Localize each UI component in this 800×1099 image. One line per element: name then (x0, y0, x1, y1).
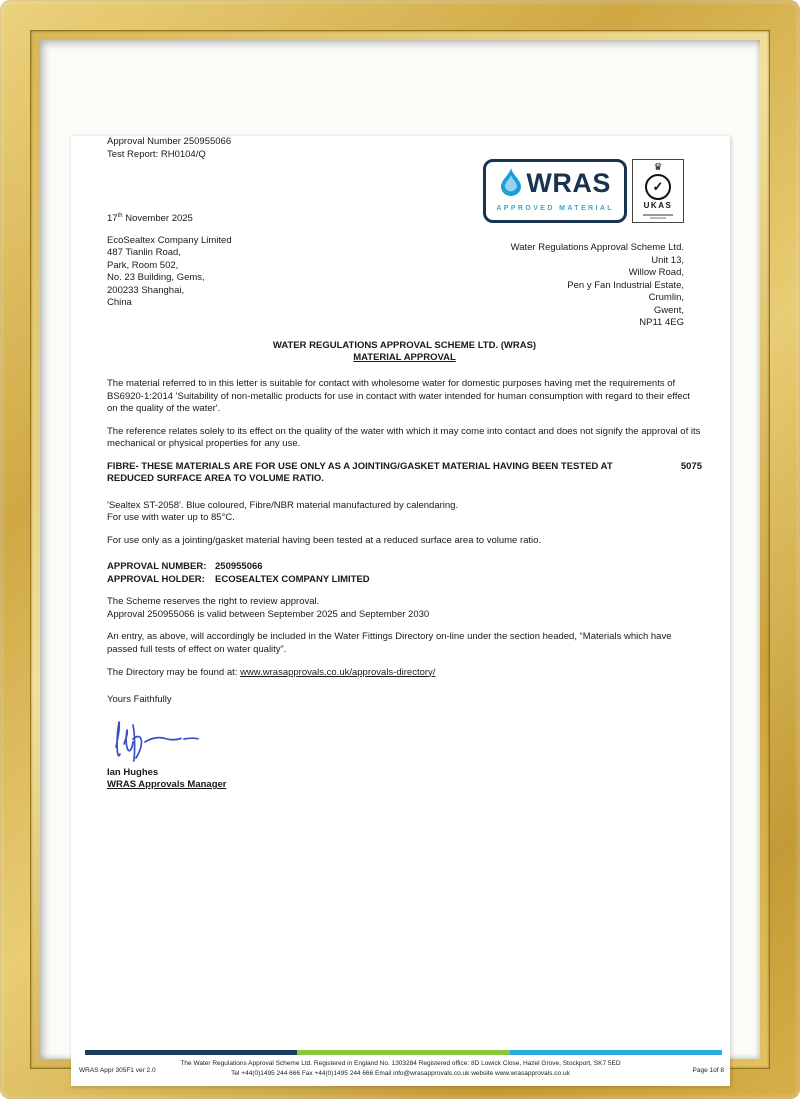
signature-stroke (107, 711, 207, 763)
approval-holder-label: APPROVAL HOLDER: (107, 573, 205, 585)
footer-registration-line: The Water Regulations Approval Scheme Ltd. Registered in England No. 1303284 Registered office: 8D Lowick Close, Hazel Grove, Stockport, SK7 5ED (180, 1059, 621, 1067)
material-description-line: 'Sealtex ST-2058'. Blue coloured, Fibre/NBR material manufactured by calendaring. (107, 499, 459, 511)
footer-contact-line: Tel +44(0)1495 244 666 Fax +44(0)1495 244 666 Email info@wrasapprovals.co.uk website www.wrasapprovals.co.uk (231, 1069, 570, 1077)
material-temperature-line: For use with water up to 85°C. (107, 512, 235, 524)
letter-subtitle: MATERIAL APPROVAL (353, 352, 456, 364)
signer-title: WRAS Approvals Manager (107, 779, 227, 791)
directory-entry-note: An entry, as above, will accordingly be included in the Water Fittings Directory on-line under the section headed, “Materials which have passed full tests of effect on water quality”. (107, 631, 672, 655)
recipient-address-line: No. 23 Building, Gems, (107, 272, 205, 284)
footer-bar-navy-segment (85, 1050, 297, 1055)
ukas-number-bar (650, 217, 666, 219)
approval-number-value: 250955066 (215, 561, 263, 573)
signer-name: Ian Hughes (107, 766, 159, 778)
signature (107, 711, 702, 763)
wras-logo-group (483, 159, 684, 223)
recipient-address-line: 200233 Shanghai, (107, 284, 185, 296)
footer-bar-blue-segment (510, 1050, 722, 1055)
ukas-mark (632, 159, 684, 223)
ukas-wordmark: UKAS (643, 201, 673, 210)
approval-number-row (107, 561, 702, 574)
paragraph-material-suitability: The material referred to in this letter is suitable for contact with wholesome water for domestic purposes having met the requirements of BS6920-1:2014 'Suitability of non-metallic products for use in contact with water intended for human consumption with regard to their effect on the quality of the water'. (107, 378, 691, 415)
wras-approved-material-logo (483, 159, 627, 223)
approval-details (107, 561, 702, 586)
material-description (107, 500, 702, 525)
footer-color-bar (85, 1050, 722, 1055)
recipient-address-line: 487 Tianlin Road, (107, 247, 181, 259)
recipient-address-line: EcoSealtex Company Limited (107, 234, 232, 246)
review-line: The Scheme reserves the right to review approval. (107, 596, 320, 608)
approval-number-label: APPROVAL NUMBER: (107, 561, 207, 573)
letter-page (71, 136, 730, 1086)
recipient-address-line: China (107, 297, 132, 309)
sender-address-line: Unit 13, (651, 254, 684, 266)
fibre-notice (107, 461, 702, 486)
footer-text (141, 1059, 660, 1079)
sender-address-line: NP11 4EG (639, 317, 684, 329)
sender-address (511, 242, 684, 330)
test-report-line: Test Report: RH0104/Q (107, 148, 206, 160)
closing-salutation: Yours Faithfully (107, 694, 172, 706)
recipient-address-line: Park, Room 502, (107, 259, 179, 271)
approval-holder-value: ECOSEALTEX COMPANY LIMITED (215, 573, 370, 585)
footer-bar-green-segment (297, 1050, 509, 1055)
sender-address-line: Water Regulations Approval Scheme Ltd. (510, 242, 684, 253)
water-drop-icon (499, 167, 523, 201)
document-meta (107, 136, 702, 161)
paragraph-reference-scope: The reference relates solely to its effect on the quality of the water with which it may come into contact and does not signify the approval of its mechanical or physical properties for any use. (107, 425, 701, 450)
sender-address-line: Pen y Fan Industrial Estate, (567, 279, 684, 291)
ukas-subtext-bar (643, 214, 673, 216)
footer-version: WRAS Appr 305F1 ver 2.0 (79, 1067, 156, 1075)
letter-title-block (107, 340, 702, 365)
directory-line (107, 667, 702, 680)
page-footer (71, 1050, 730, 1079)
material-use-line: For use only as a jointing/gasket material having been tested at a reduced surface area to volume ratio. (107, 534, 542, 546)
frame-matte (40, 40, 760, 1077)
letter-date: 17th November 2025 (107, 213, 193, 225)
frame-inner-lip (30, 30, 770, 1077)
letter-title: WATER REGULATIONS APPROVAL SCHEME LTD. (WRAS) (272, 339, 537, 351)
sender-address-line: Willow Road, (628, 267, 684, 279)
wras-tagline: APPROVED MATERIAL (496, 204, 614, 212)
directory-link[interactable]: www.wrasapprovals.co.uk/approvals-directory/ (240, 666, 436, 678)
approval-holder-row (107, 574, 702, 587)
approval-number-line: Approval Number 250955066 (107, 136, 232, 147)
footer-page-number: Page 1of 8 (692, 1067, 724, 1075)
directory-prefix: The Directory may be found at: (107, 666, 241, 678)
wras-wordmark: WRAS (526, 168, 611, 199)
sender-address-line: Gwent, (653, 304, 684, 316)
sender-address-line: Crumlin, (648, 292, 684, 304)
ukas-check-icon: ✓ (645, 174, 671, 200)
review-note (107, 596, 702, 621)
ukas-crown-icon: ♛ (653, 162, 663, 173)
validity-line: Approval 250955066 is valid between September 2025 and September 2030 (107, 608, 430, 620)
fibre-notice-text: FIBRE- THESE MATERIALS ARE FOR USE ONLY AS A JOINTING/GASKET MATERIAL HAVING BEEN TESTED AT REDUCED SURFACE AREA TO VOLUME RATIO. (107, 460, 613, 485)
fibre-code: 5075 (680, 460, 702, 472)
